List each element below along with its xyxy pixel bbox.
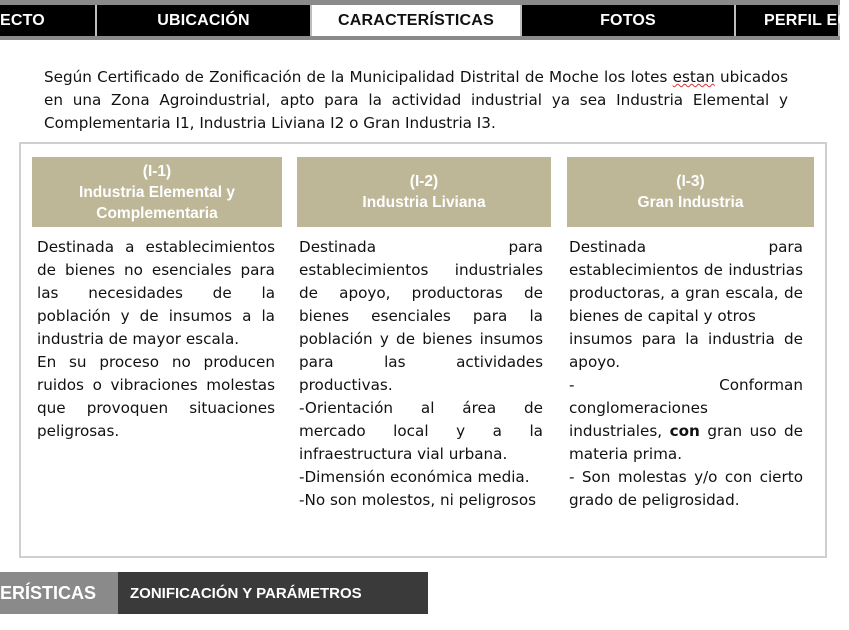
column-paragraph: Destinada a establecimientos de bienes no esenciales para las necesidades de la población y de insumos a la industria de mayor escala. [37,238,275,348]
column-body-i1 [37,236,275,443]
bottom-section-bar [0,572,428,614]
intro-text-before: Según Certificado de Zonificación de la Municipalidad Distrital de Moche los lotes [44,68,673,86]
column-paragraph: -Orientación al área de mercado local y a la infraestructura vial urbana. [299,399,543,463]
column-paragraph: Destinada para establecimientos de industrias productoras, a gran escala, de bienes de capital y otros [569,238,803,325]
column-paragraph: - Conforman conglomeraciones [569,376,803,417]
column-code: (I-2) [409,173,439,190]
column-paragraph: -No son molestos, ni peligrosos [299,491,537,509]
intro-text-after: ubicados en una Zona Agroindustrial, apto para la actividad industrial ya sea Industria Elemental y Complementaria I1, Industria Liviana I2 o Gran Industria I3. [44,68,788,132]
tab-fotos[interactable]: FOTOS [522,5,736,36]
column-paragraph: -Dimensión económica media. [299,468,530,486]
column-header-i2 [297,157,551,227]
column-title: Industria Liviana [362,194,486,211]
column-paragraph: industriales, con gran uso de materia prima. [569,422,803,463]
column-paragraph: En su proceso no producen ruidos o vibraciones molestas que provoquen situaciones peligrosas. [37,353,275,440]
intro-paragraph [44,66,788,135]
zoning-panel [19,142,827,558]
spellcheck-flagged-word: estan [672,68,715,86]
column-body-i2 [299,236,543,512]
column-paragraph: - Son molestas y/o con cierto grado de peligrosidad. [569,468,803,509]
column-paragraph: Destinada para establecimientos industriales de apoyo, productoras de bienes esenciales para la población y de bienes insumos para las actividades productivas. [299,238,543,394]
column-title: Industria Elemental y Complementaria [79,183,235,222]
column-paragraph: insumos para la industria de apoyo. [569,330,803,371]
emphasis-word: con [669,422,700,440]
column-header-i1 [32,157,282,227]
subsection-label[interactable]: ZONIFICACIÓN Y PARÁMETROS [118,572,428,614]
tab-ubicacion[interactable]: UBICACIÓN [97,5,312,36]
column-code: (I-3) [676,173,705,190]
tab-perfil[interactable]: PERFIL EC [736,5,840,36]
tab-proyecto[interactable]: ECTO [0,5,97,36]
tab-caracteristicas[interactable]: CARACTERÍSTICAS [312,5,522,36]
top-navigation [0,0,849,40]
column-header-i3 [567,157,814,227]
section-label[interactable]: ERÍSTICAS [0,572,118,614]
column-body-i3 [569,236,803,512]
column-title: Gran Industria [637,194,744,211]
column-code: (I-1) [142,162,172,180]
